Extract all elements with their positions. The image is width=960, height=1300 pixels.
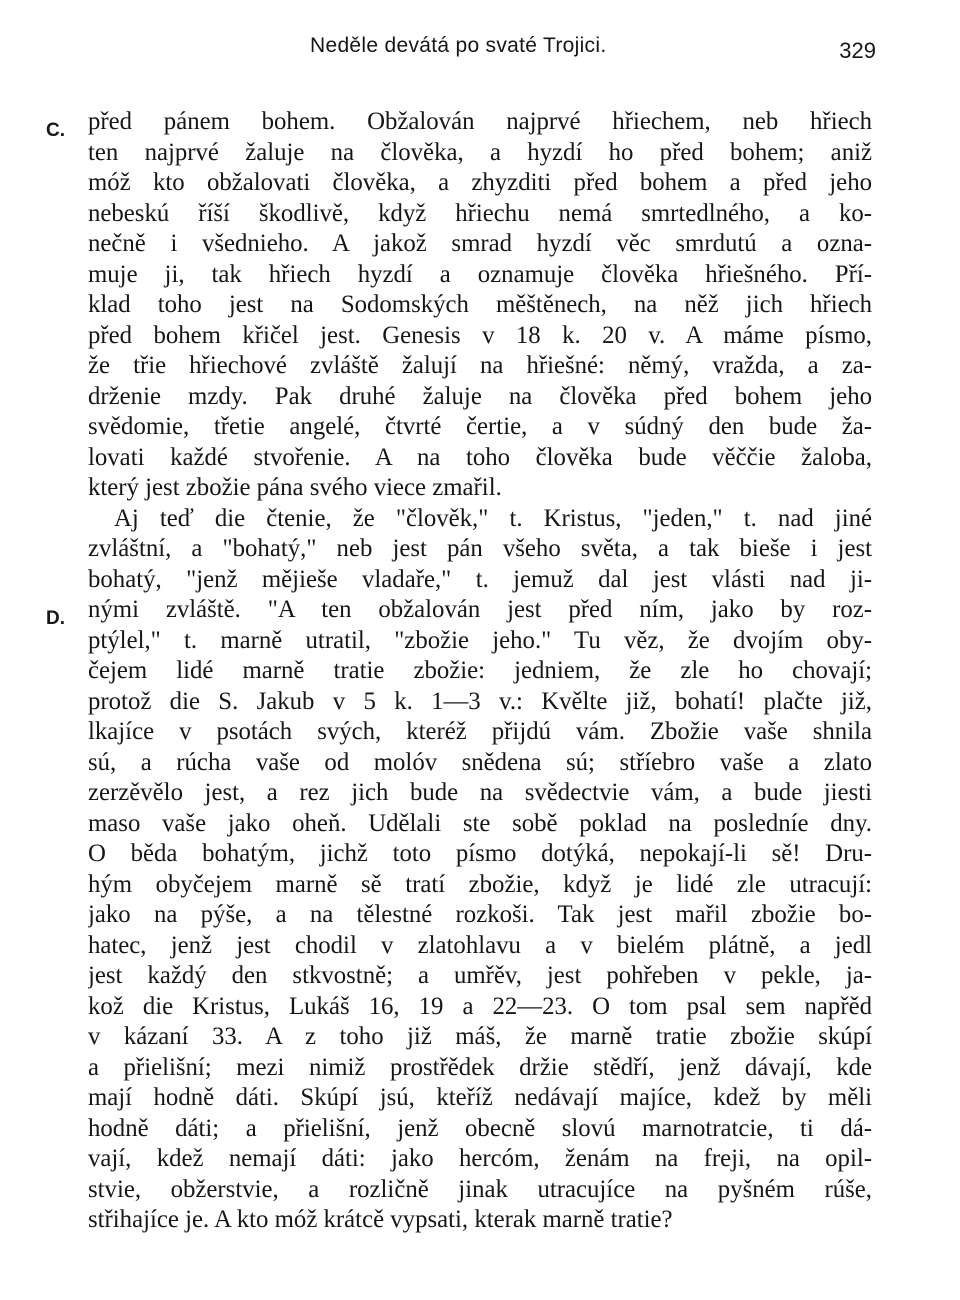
text-line: nečně i všednieho. A jakož smrad hyzdí věc smrdutú a ozna- bbox=[88, 230, 872, 257]
text-line: maso vaše jako oheň. Udělali ste sobě poklad na posledníe dny. bbox=[88, 809, 872, 837]
text-line: drženie mzdy. Pak druhé žaluje na člověka před bohem jeho bbox=[88, 382, 872, 410]
text-line: lkajíce v psotách svých, kteréž přijdú vám. Zbožie vaše shnila bbox=[88, 718, 872, 745]
text-line: Aj teď die čtenie, že "člověk," t. Kristus, "jeden," t. nad jiné bbox=[114, 504, 872, 532]
text-line: vají, kdež nemají dáti: jako hercóm, ženám na freji, na opil- bbox=[88, 1145, 872, 1172]
text-line: ten najprvé žaluje na člověka, a hyzdí ho před bohem; aniž bbox=[88, 138, 872, 166]
text-line: lovati každé stvořenie. A na toho člověka bude věččie žaloba, bbox=[88, 443, 872, 471]
text-line: mají hodně dáti. Skúpí jsú, kteříž nedávají majíce, kdež by měli bbox=[88, 1084, 872, 1111]
paragraph-2 bbox=[88, 504, 872, 1236]
margin-mark-c: C. bbox=[46, 120, 65, 141]
page-number: 329 bbox=[839, 38, 876, 63]
body-text bbox=[88, 107, 872, 1236]
text-line: nými zvláště. "A ten obžalován jest před ním, jako by roz- bbox=[88, 596, 872, 623]
text-line: zvláštní, a "bohatý," neb jest pán všeho světa, a tak bieše i jest bbox=[88, 535, 872, 562]
running-title: Neděle devátá po svaté Trojici. bbox=[310, 34, 607, 57]
text-line: hatec, jenž jest chodil v zlatohlavu a v bielém plátně, a jedl bbox=[88, 931, 872, 959]
text-line: zerzěvělo jest, a rez jich bude na svědectvie vám, a bude jiesti bbox=[88, 779, 872, 806]
paragraph-1 bbox=[88, 107, 872, 504]
text-line: jest každý den stkvostně; a umřěv, jest pohřeben v pekle, ja- bbox=[88, 962, 872, 989]
text-line: a přielišní; mezi nimiž prostřědek držie stědří, jenž dávají, kde bbox=[88, 1053, 872, 1081]
text-line: nebeskú říší škodlivě, když hřiechu nemá smrtedlného, a ko- bbox=[88, 199, 872, 227]
text-line: stvie, obžerstvie, a rozličně jinak utracujíce na pyšném rúše, bbox=[88, 1175, 872, 1203]
text-line: kož die Kristus, Lukáš 16, 19 a 22—23. O tom psal sem napřěd bbox=[88, 992, 872, 1020]
text-line: že třie hřiechové zvláště žalují na hřiešné: němý, vražda, a za- bbox=[88, 352, 872, 379]
text-line: bohatý, "jenž mějieše vladaře," t. jemuž dal jest vlásti nad ji- bbox=[88, 565, 872, 593]
text-line: v kázaní 33. A z toho již máš, že marně tratie zbožie skúpí bbox=[88, 1023, 872, 1050]
text-line: který jest zbožie pána svého viece zmařil. bbox=[88, 474, 502, 501]
text-line: čejem lidé marně tratie zbožie: jedniem, že zle ho chovají; bbox=[88, 657, 872, 684]
text-line: hým obyčejem marně sě tratí zbožie, když je lidé zle utracují: bbox=[88, 870, 872, 898]
text-line: jako na pýše, a na tělestné rozkoši. Tak jest mařil zbožie bo- bbox=[88, 901, 872, 928]
margin-mark-d: D. bbox=[46, 608, 65, 629]
text-line: móž kto obžalovati člověka, a zhyzditi před bohem a před jeho bbox=[88, 169, 872, 196]
text-line: hodně dáti; a přielišní, jenž obecně slovú marnotratcie, ti dá- bbox=[88, 1114, 872, 1142]
text-line: střihajíce je. A kto móž krátcě vypsati, kterak marně tratie? bbox=[88, 1206, 673, 1233]
text-line: ptýlel," t. marně utratil, "zbožie jeho." Tu věz, že dvojím oby- bbox=[88, 626, 872, 654]
text-line: protož die S. Jakub v 5 k. 1—3 v.: Kvělte již, bohatí! plačte již, bbox=[88, 687, 872, 715]
text-line: klad toho jest na Sodomských měštěnech, na něž jich hřiech bbox=[88, 291, 872, 318]
text-line: před bohem křičel jest. Genesis v 18 k. 20 v. A máme písmo, bbox=[88, 321, 872, 349]
text-line: před pánem bohem. Obžalován najprvé hřiechem, neb hřiech bbox=[88, 108, 872, 135]
text-line: muje ji, tak hřiech hyzdí a oznamuje člověka hřiešného. Pří- bbox=[88, 260, 872, 288]
text-line: O běda bohatým, jichž toto písmo dotýká, nepokají-li sě! Dru- bbox=[88, 840, 872, 867]
text-line: svědomie, třetie angelé, čtvrté čertie, a v súdný den bude ža- bbox=[88, 413, 872, 440]
text-line: sú, a rúcha vaše od molóv snědena sú; stříebro vaše a zlato bbox=[88, 748, 872, 776]
